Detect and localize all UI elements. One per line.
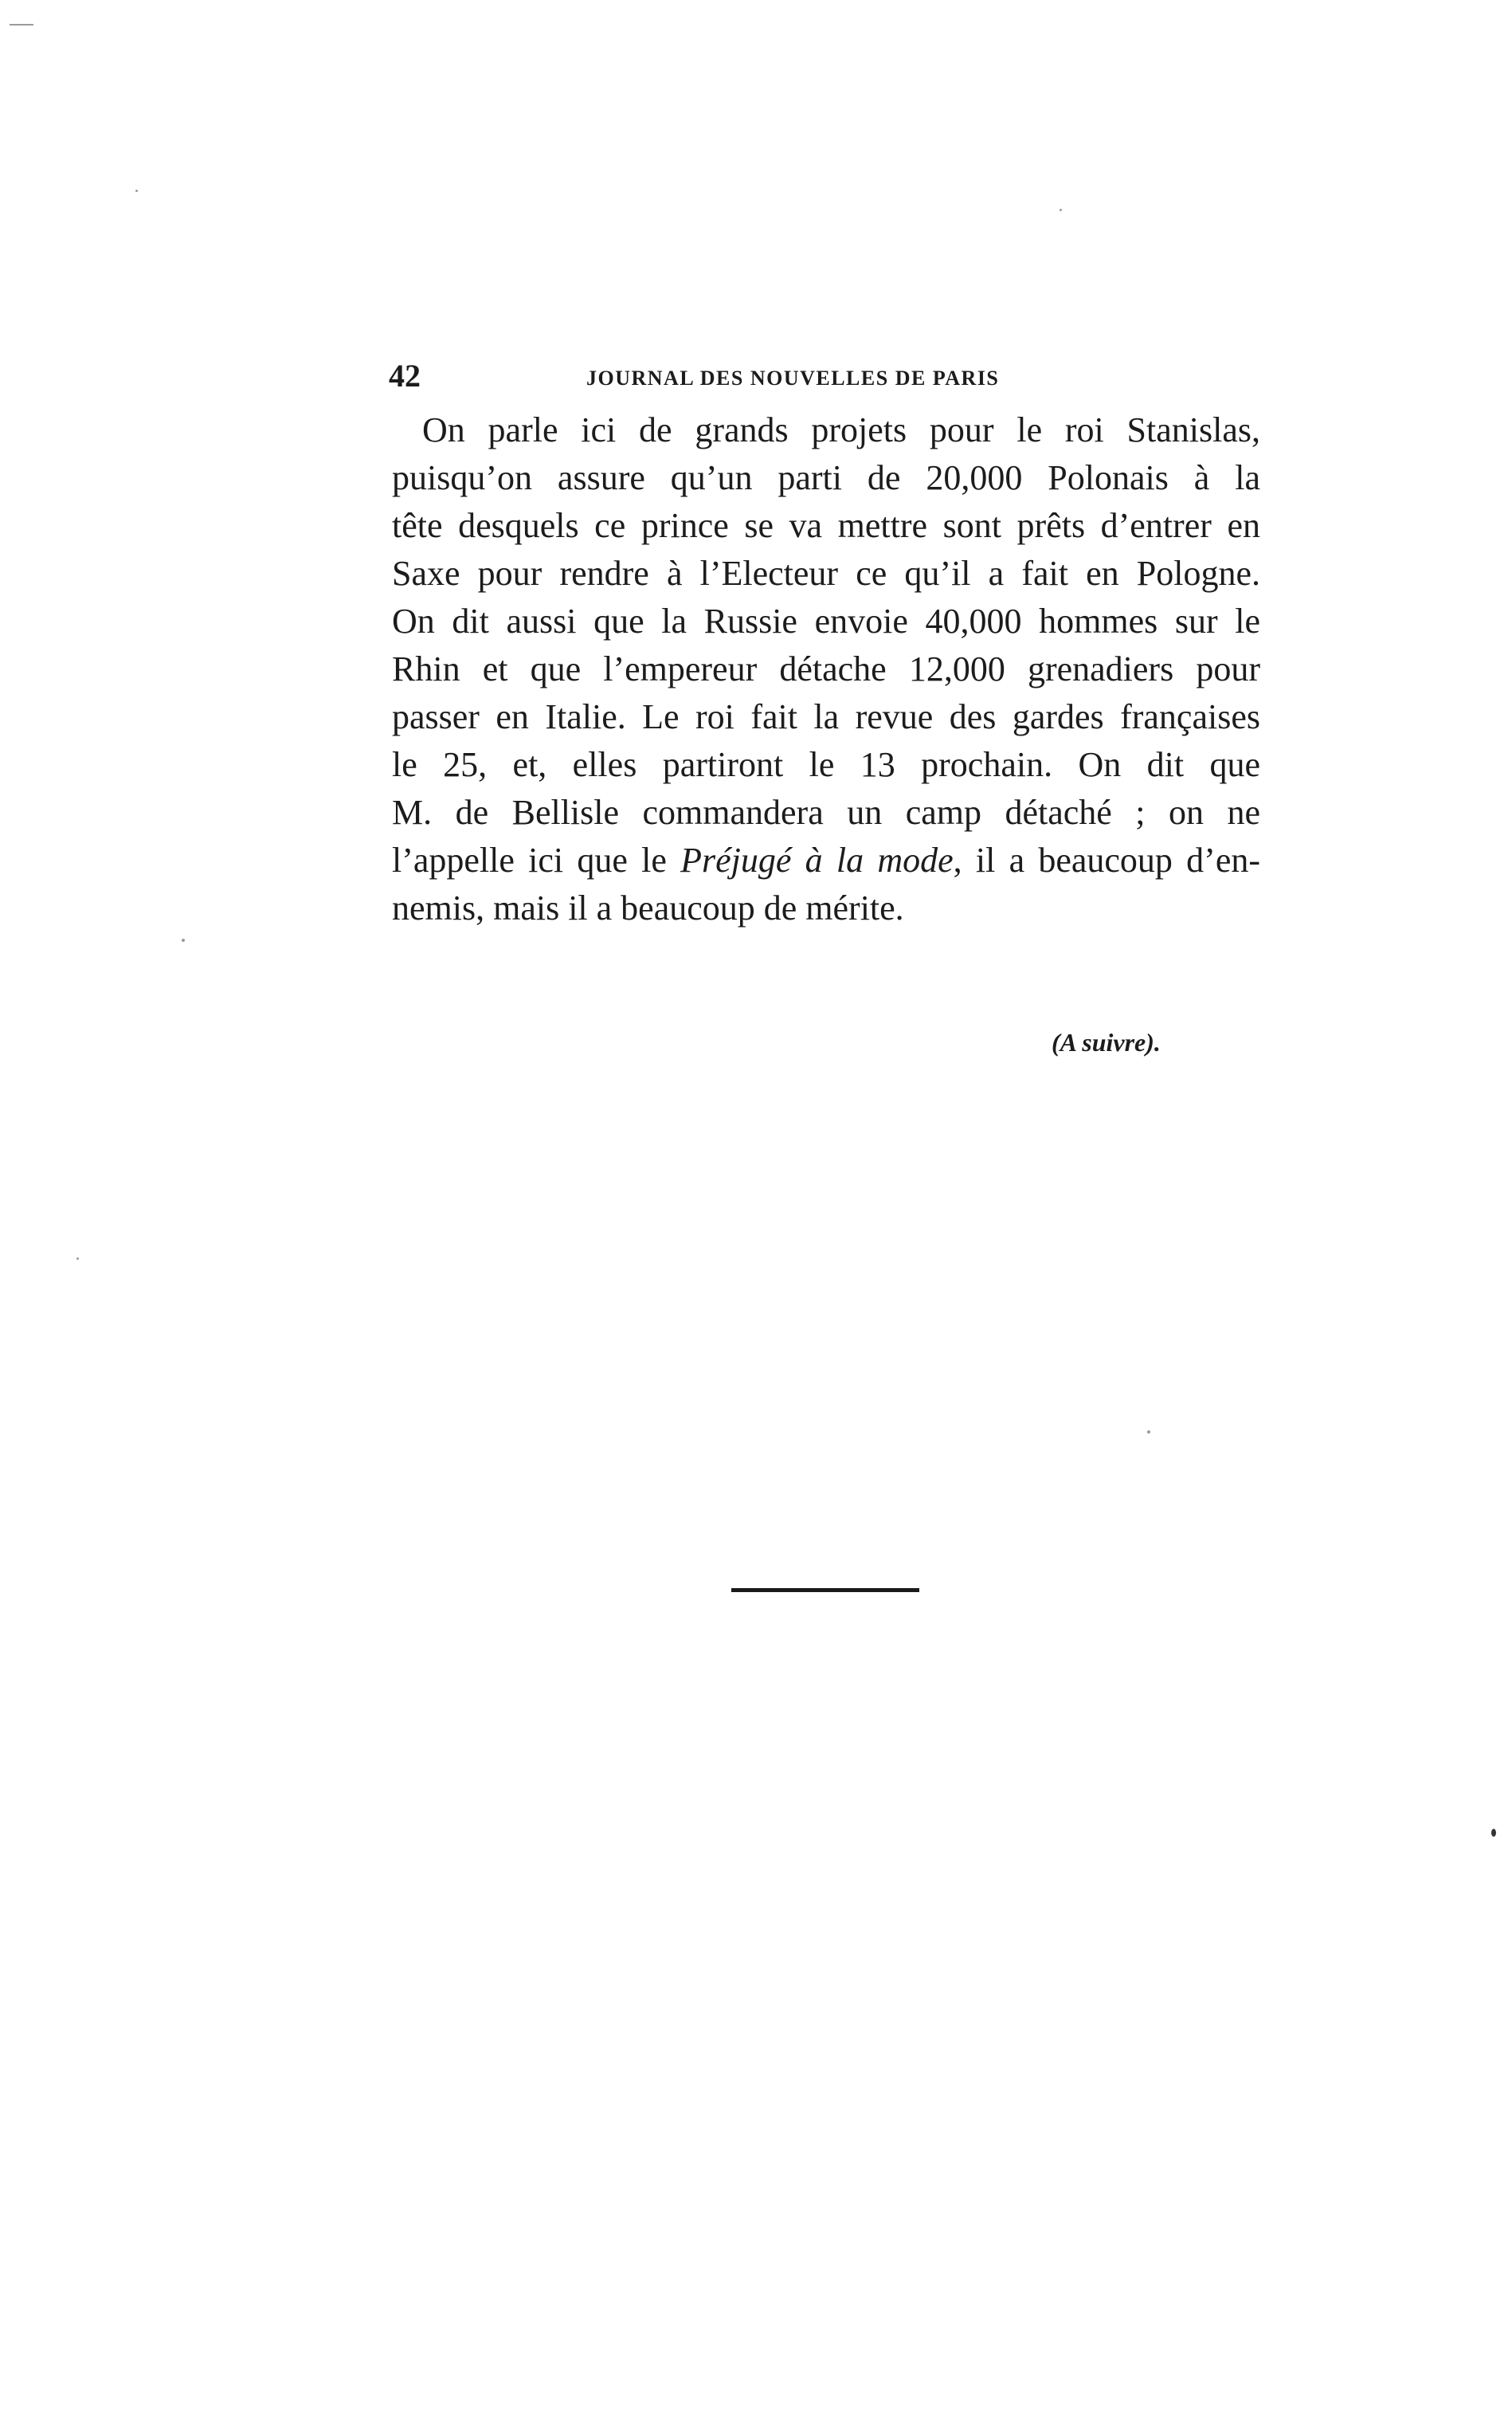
body-paragraph — [392, 406, 1260, 932]
italic-title: Préjugé à la mode — [680, 841, 954, 880]
paper-speck — [135, 190, 138, 192]
paper-speck — [182, 939, 185, 942]
text-line: Rhin et que l’empereur détache 12,000 grenadiers pour — [392, 649, 1260, 688]
text-segment: , il a beaucoup d’en- — [953, 841, 1260, 880]
running-title: JOURNAL DES NOUVELLES DE PARIS — [586, 367, 1000, 390]
running-head — [389, 360, 1265, 392]
text-line: nemis, mais il a beaucoup de mérite. — [392, 888, 904, 928]
text-line: On parle ici de grands projets pour le roi Stanislas, — [422, 410, 1260, 449]
text-line: passer en Italie. Le roi fait la revue des gardes françaises — [392, 697, 1260, 736]
text-line: M. de Bellisle commandera un camp détaché ; on ne — [392, 793, 1260, 832]
text-line — [392, 837, 1260, 885]
text-line: On dit aussi que la Russie envoie 40,000 hommes sur le — [392, 602, 1260, 641]
paper-speck — [1491, 1829, 1496, 1837]
continuation-note: (A suivre). — [1052, 1028, 1161, 1057]
text-line: puisqu’on assure qu’un parti de 20,000 Polonais à la — [392, 458, 1260, 497]
text-line: Saxe pour rendre à l’Electeur ce qu’il a fait en Pologne. — [392, 554, 1260, 593]
text-segment: l’appelle ici que le — [392, 841, 681, 880]
text-line: tête desquels ce prince se va mettre sont prêts d’entrer en — [392, 506, 1260, 545]
page-number: 42 — [389, 358, 421, 394]
paper-speck — [1147, 1430, 1150, 1434]
section-divider — [731, 1588, 919, 1592]
paper-speck — [10, 24, 33, 25]
text-line: le 25, et, elles partiront le 13 prochain. On dit que — [392, 745, 1260, 784]
paper-speck — [76, 1257, 79, 1260]
paper-speck — [1060, 209, 1062, 211]
